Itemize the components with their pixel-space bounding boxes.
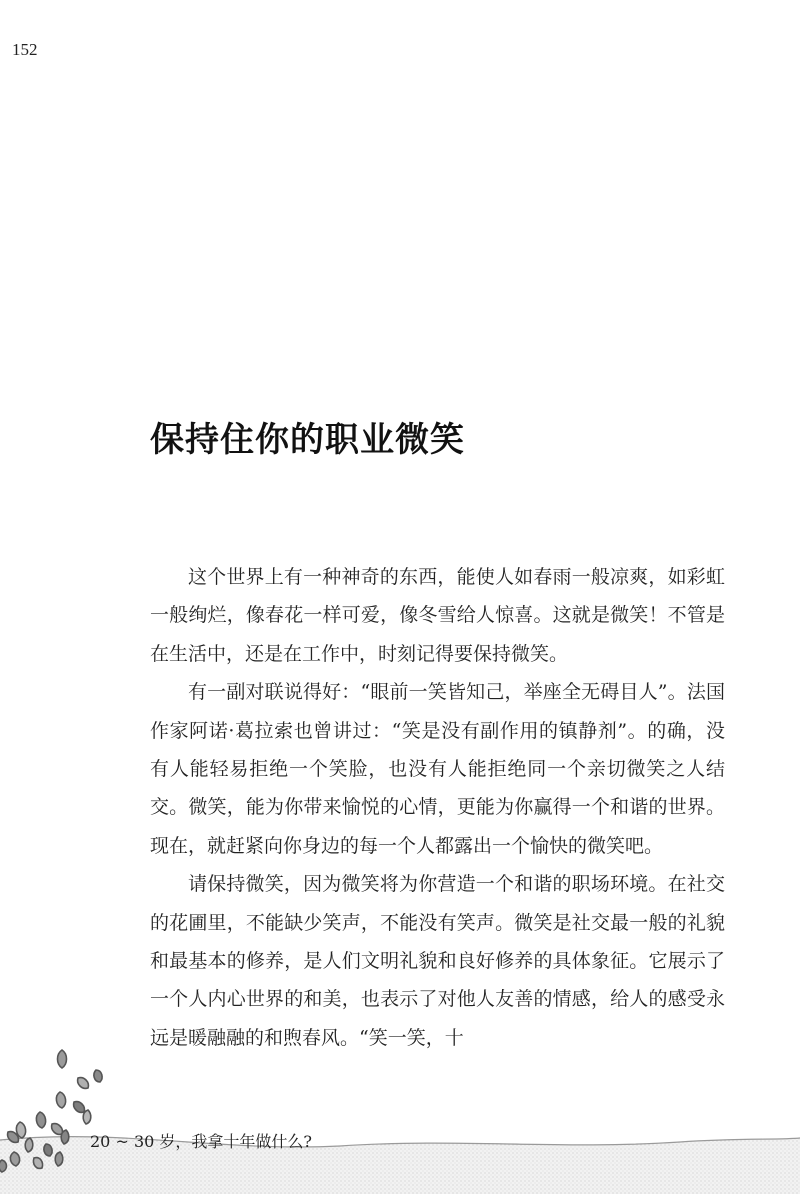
chapter-title: 保持住你的职业微笑 xyxy=(150,420,465,460)
page-number: 152 xyxy=(12,40,38,59)
running-title: 20 ~ 30 岁，我拿十年做什么? xyxy=(90,1132,312,1151)
leaf-decoration-icon xyxy=(0,1040,120,1194)
paragraph-1: 这个世界上有一种神奇的东西，能使人如春雨一般凉爽，如彩虹一般绚烂，像春花一样可爱，像冬雪给人惊喜。这就是微笑！不管是在生活中，还是在工作中，时刻记得要保持微笑。 xyxy=(150,566,725,665)
paragraph-3: 请保持微笑，因为微笑将为你营造一个和谐的职场环境。在社交的花圃里，不能缺少笑声，不能没有笑声。微笑是社交最一般的礼貌和最基本的修养，是人们文明礼貌和良好修养的具体象征。它展示了一个人内心世界的和美，也表示了对他人友善的情感，给人的感受永远是暖融融的和煦春风。“笑一笑，十 xyxy=(150,873,725,1049)
paragraph-2: 有一副对联说得好：“眼前一笑皆知己，举座全无碍目人”。法国作家阿诺·葛拉索也曾讲过：“笑是没有副作用的镇静剂”。的确，没有人能轻易拒绝一个笑脸，也没有人能拒绝同一个亲切微笑之人结交。微笑，能为你带来愉悦的心情，更能为你赢得一个和谐的世界。现在，就赶紧向你身边的每一个人都露出一个愉快的微笑吧。 xyxy=(150,681,725,857)
body-text xyxy=(150,558,725,1057)
